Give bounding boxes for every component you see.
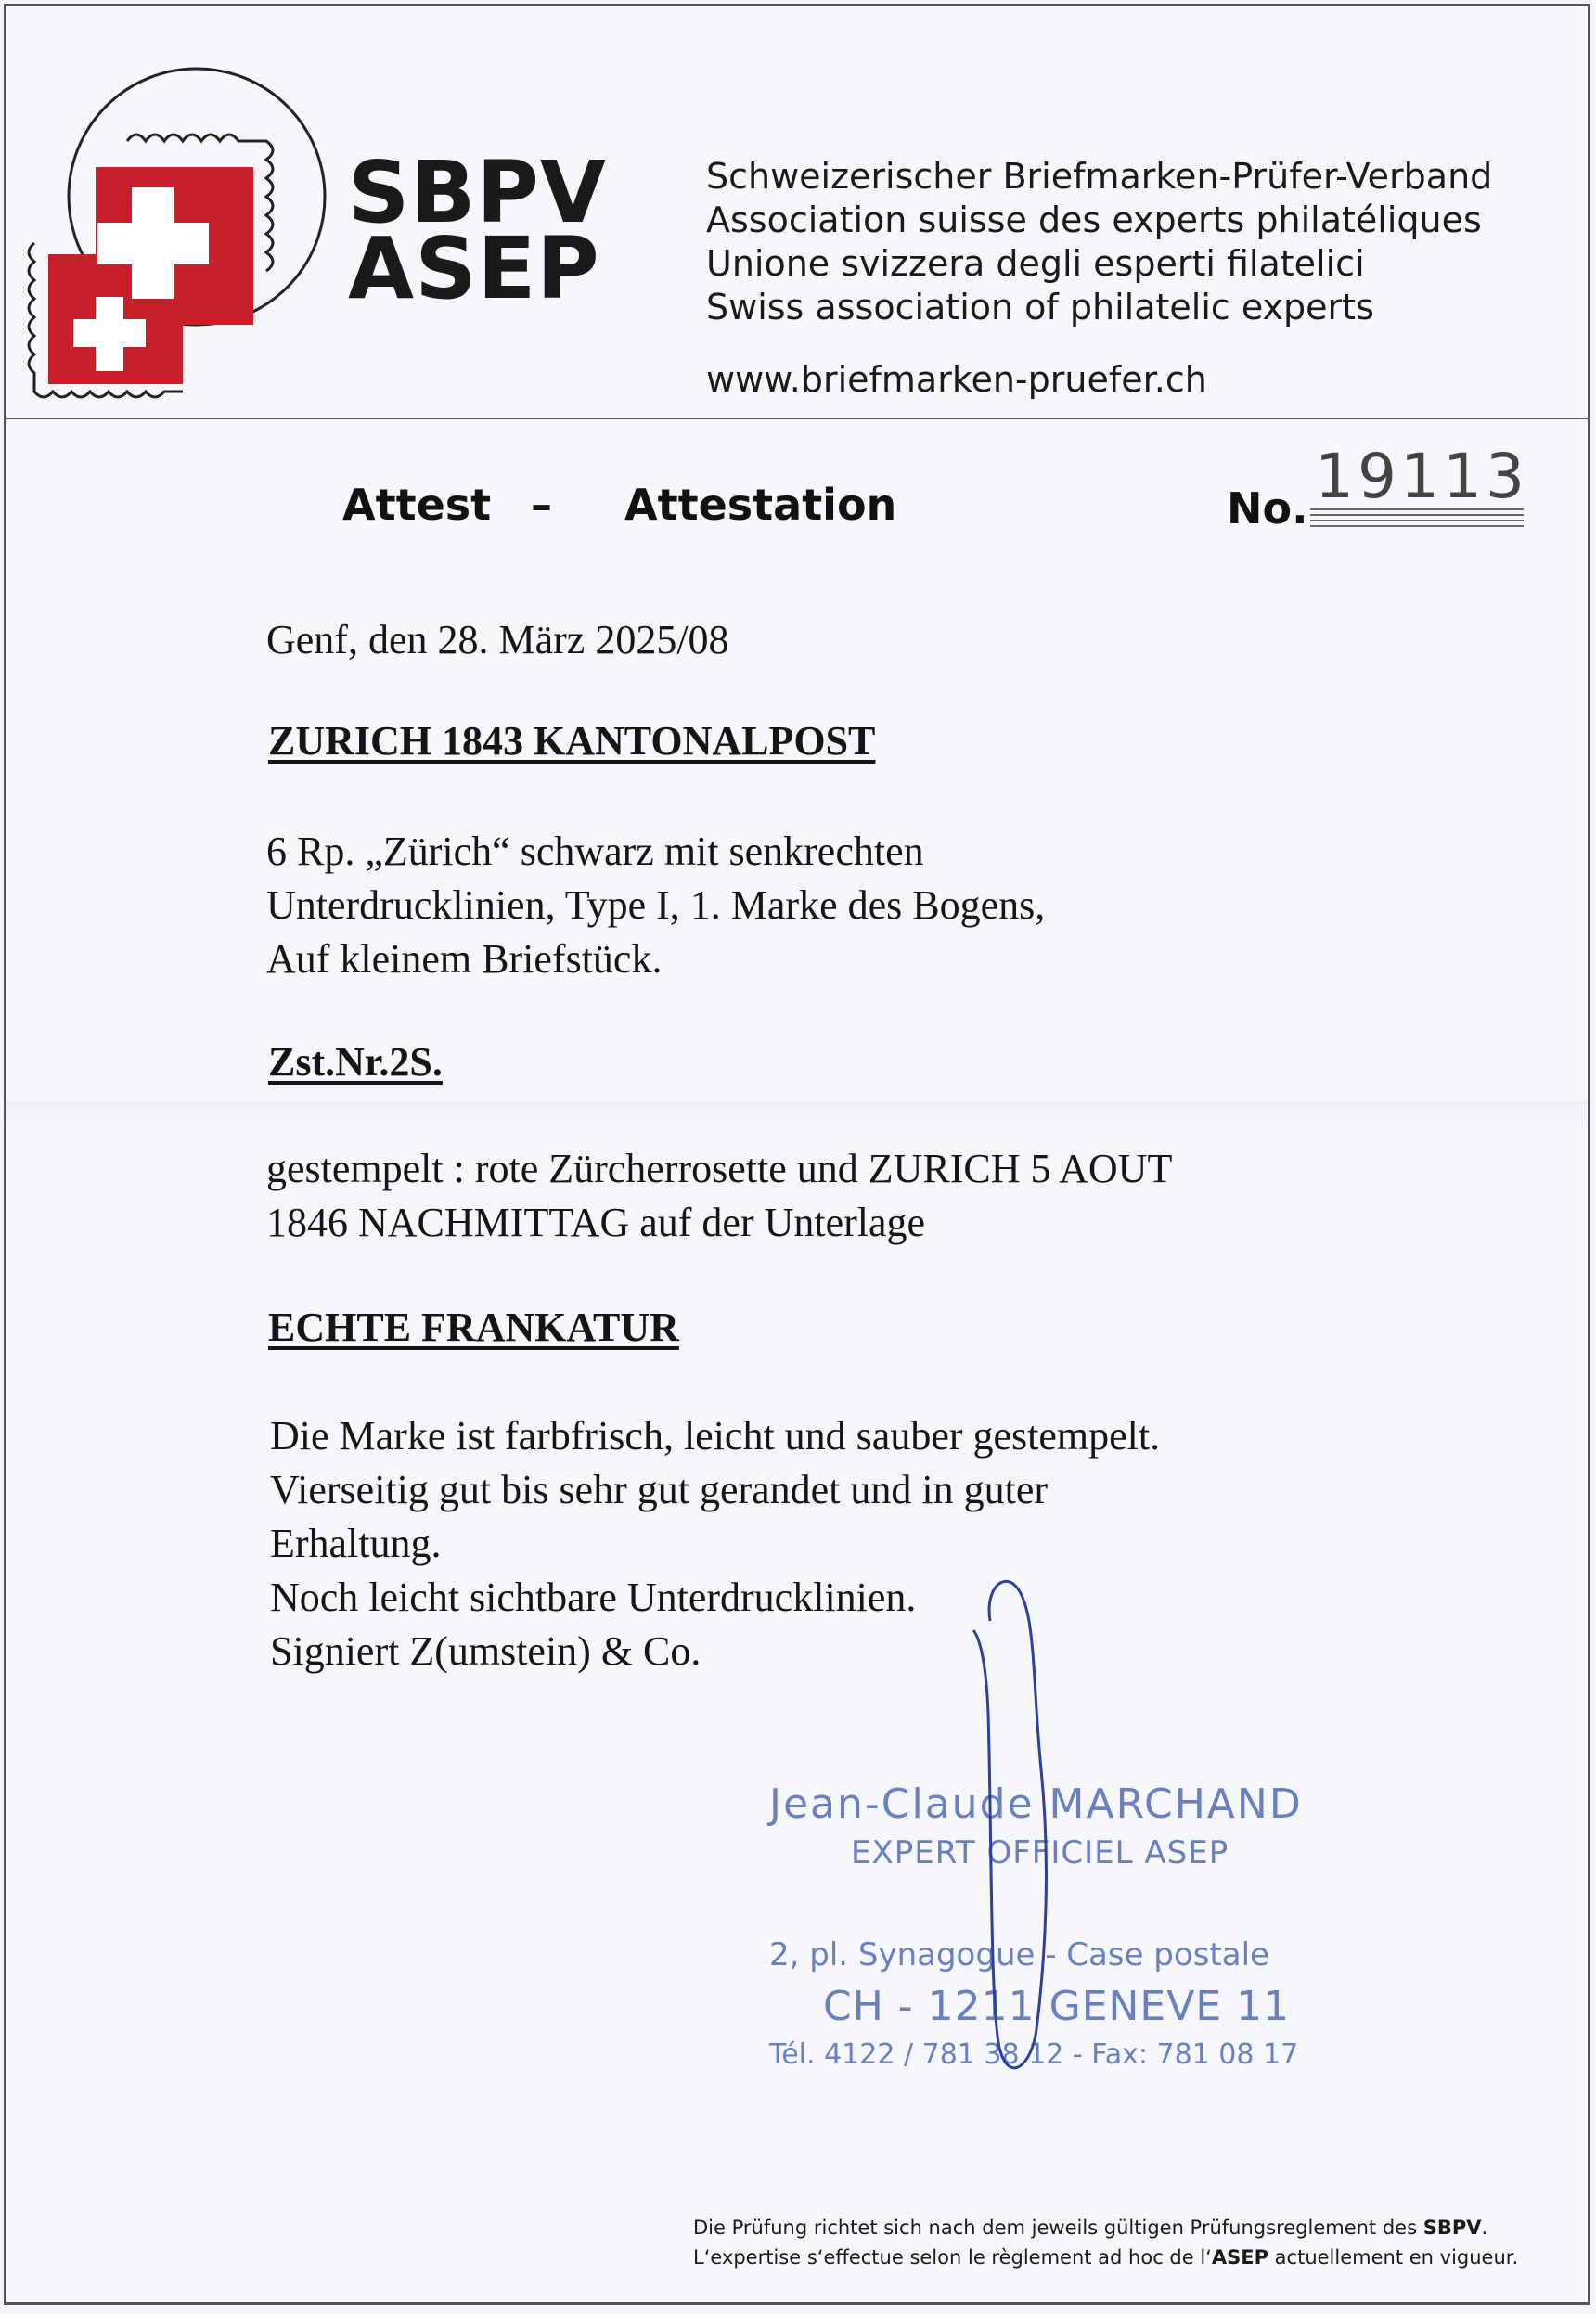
- footer-org-asep: ASEP: [1211, 2246, 1268, 2269]
- org-name-fr: Association suisse des experts philatéliques: [706, 199, 1482, 240]
- expert-name: Jean-Claude MARCHAND: [769, 1780, 1303, 1828]
- cancellation-line: 1846 NACHMITTAG auf der Unterlage: [266, 1200, 926, 1245]
- logo-wordmark: [348, 143, 608, 318]
- heading-genuine-franking: ECHTE FRANKATUR: [268, 1305, 679, 1350]
- letterhead: [6, 6, 1588, 419]
- title-attest: Attest: [342, 480, 492, 530]
- description-line: Auf kleinem Briefstück.: [266, 936, 663, 982]
- organization-names: [706, 155, 1492, 329]
- org-name-en: Swiss association of philatelic experts: [706, 287, 1374, 328]
- org-name-it: Unione svizzera degli esperti filatelici: [706, 243, 1365, 284]
- title-attestation: Attestation: [624, 480, 897, 530]
- expert-role: EXPERT OFFICIEL ASEP: [851, 1834, 1229, 1871]
- condition-line: Die Marke ist farbfrisch, leicht und sauber gestempelt.: [270, 1413, 1161, 1459]
- footer-line-de-end: .: [1481, 2217, 1488, 2239]
- expert-address: 2, pl. Synagogue - Case postale: [769, 1936, 1269, 1973]
- number-underline-lines: [1310, 508, 1524, 532]
- footer-line-fr-text: L‘expertise s‘effectue selon le règlement ad hoc de l‘: [693, 2246, 1212, 2269]
- expert-city: CH - 1211 GENEVE 11: [823, 1983, 1291, 2030]
- logo-asep: ASEP: [348, 219, 600, 318]
- heading-catalog-number: Zst.Nr.2S.: [268, 1039, 443, 1085]
- title-dash: –: [531, 480, 552, 530]
- certificate-page: [4, 4, 1590, 2305]
- expert-signature-icon: [934, 1565, 1120, 2094]
- expert-phone: Tél. 4122 / 781 38 12 - Fax: 781 08 17: [769, 2038, 1299, 2071]
- paper-fold: [6, 1101, 1588, 1129]
- certificate-number: 19113: [1315, 441, 1528, 512]
- condition-line: Signiert Z(umstein) & Co.: [270, 1628, 701, 1674]
- website-url: www.briefmarken-pruefer.ch: [706, 359, 1207, 400]
- footer-org-sbpv: SBPV: [1422, 2217, 1482, 2239]
- cancellation-line: gestempelt : rote Zürcherrosette und ZURICH 5 AOUT: [266, 1146, 1173, 1191]
- sbpv-logo-icon: [16, 58, 341, 410]
- place-date: Genf, den 28. März 2025/08: [266, 617, 729, 662]
- certificate-no-label: No.: [1227, 483, 1308, 534]
- logo-sbpv: SBPV: [348, 143, 608, 242]
- stamp-description: [266, 825, 1045, 986]
- heading-stamp-issue: ZURICH 1843 KANTONALPOST: [268, 718, 876, 764]
- footer-line-de-text: Die Prüfung richtet sich nach dem jeweils gültigen Prüfungsreglement des: [693, 2217, 1423, 2239]
- description-line: Unterdrucklinien, Type I, 1. Marke des Bogens,: [266, 882, 1046, 928]
- cancellation-text: [266, 1142, 1172, 1250]
- footer-line-fr-end: actuellement en vigueur.: [1268, 2246, 1519, 2269]
- footer-note: [693, 2213, 1518, 2272]
- footer-line-fr: [693, 2243, 1518, 2272]
- org-name-de: Schweizerischer Briefmarken-Prüfer-Verband: [706, 156, 1493, 197]
- condition-line: Vierseitig gut bis sehr gut gerandet und in guter: [270, 1467, 1049, 1512]
- condition-line: Noch leicht sichtbare Unterdrucklinien.: [270, 1575, 917, 1620]
- footer-line-de: [693, 2213, 1518, 2243]
- description-line: 6 Rp. „Zürich“ schwarz mit senkrechten: [266, 829, 924, 874]
- condition-line: Erhaltung.: [270, 1521, 442, 1566]
